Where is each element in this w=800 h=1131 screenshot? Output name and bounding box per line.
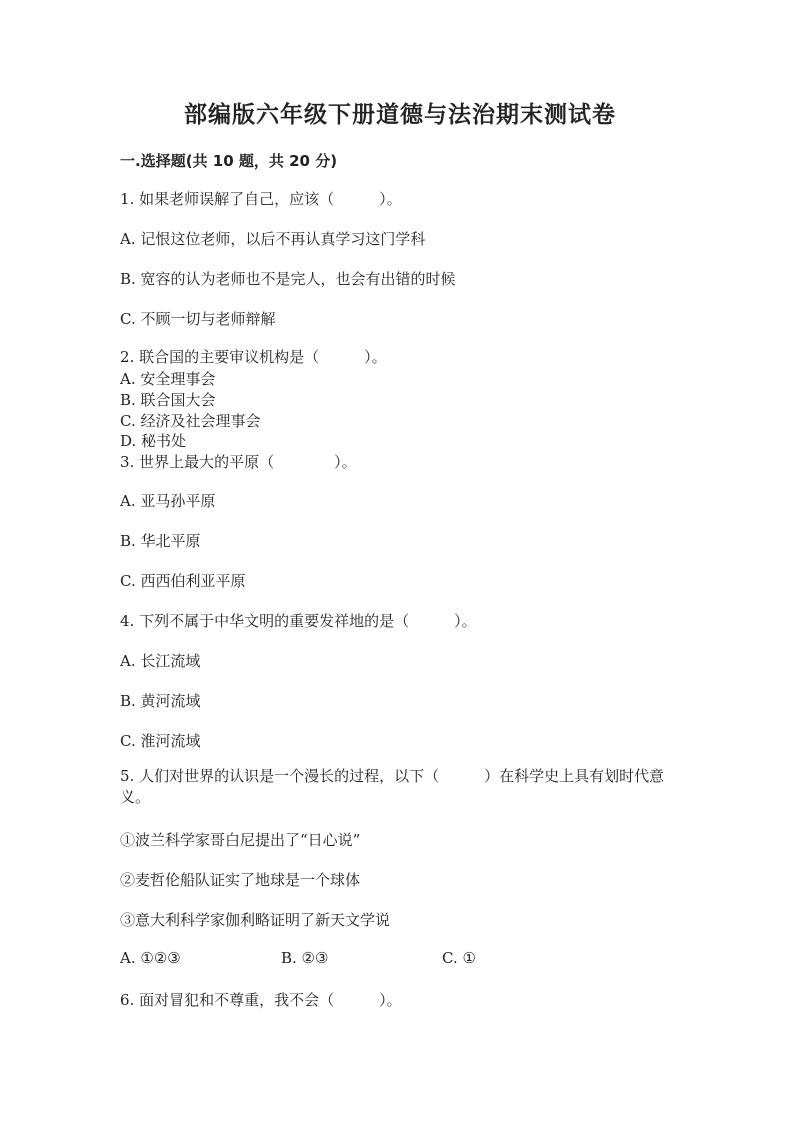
question-5-statement-2: ②麦哲伦船队证实了地球是一个球体 [120, 871, 361, 889]
question-2-option-a: A. 安全理事会 [120, 370, 216, 388]
question-4-option-c: C. 淮河流域 [120, 732, 201, 750]
question-5-option-a: A. ①②③ [120, 949, 181, 967]
question-5-statement-1: ①波兰科学家哥白尼提出了“日心说” [120, 831, 361, 849]
question-3-stem: 3. 世界上最大的平原（ ）。 [120, 453, 357, 471]
question-2-option-c: C. 经济及社会理事会 [120, 412, 261, 430]
question-3-option-a: A. 亚马孙平原 [120, 492, 216, 510]
question-2-option-b: B. 联合国大会 [120, 391, 216, 409]
section-heading: 一.选择题(共 10 题，共 20 分) [120, 152, 338, 170]
question-3-option-c: C. 西西伯利亚平原 [120, 572, 246, 590]
question-1-option-a: A. 记恨这位老师，以后不再认真学习这门学科 [120, 230, 426, 248]
question-5-statement-3: ③意大利科学家伽利略证明了新天文学说 [120, 911, 391, 929]
question-1-option-b: B. 宽容的认为老师也不是完人，也会有出错的时候 [120, 270, 456, 288]
question-1-stem: 1. 如果老师误解了自己，应该（ ）。 [120, 190, 402, 208]
exam-title: 部编版六年级下册道德与法治期末测试卷 [184, 102, 616, 128]
question-3-option-b: B. 华北平原 [120, 532, 201, 550]
question-5-option-b: B. ②③ [281, 949, 329, 967]
question-1-option-c: C. 不顾一切与老师辩解 [120, 310, 276, 328]
question-5-option-c: C. ① [442, 949, 476, 967]
question-5-stem: 5. 人们对世界的认识是一个漫长的过程，以下（ ）在科学史上具有划时代意义。 [120, 767, 665, 806]
question-6-stem: 6. 面对冒犯和不尊重，我不会（ ）。 [120, 991, 402, 1009]
question-2-stem: 2. 联合国的主要审议机构是（ ）。 [120, 348, 387, 366]
question-4-option-b: B. 黄河流域 [120, 692, 201, 710]
question-4-option-a: A. 长江流域 [120, 652, 201, 670]
question-2-option-d: D. 秘书处 [120, 432, 187, 450]
question-4-stem: 4. 下列不属于中华文明的重要发祥地的是（ ）。 [120, 612, 477, 630]
